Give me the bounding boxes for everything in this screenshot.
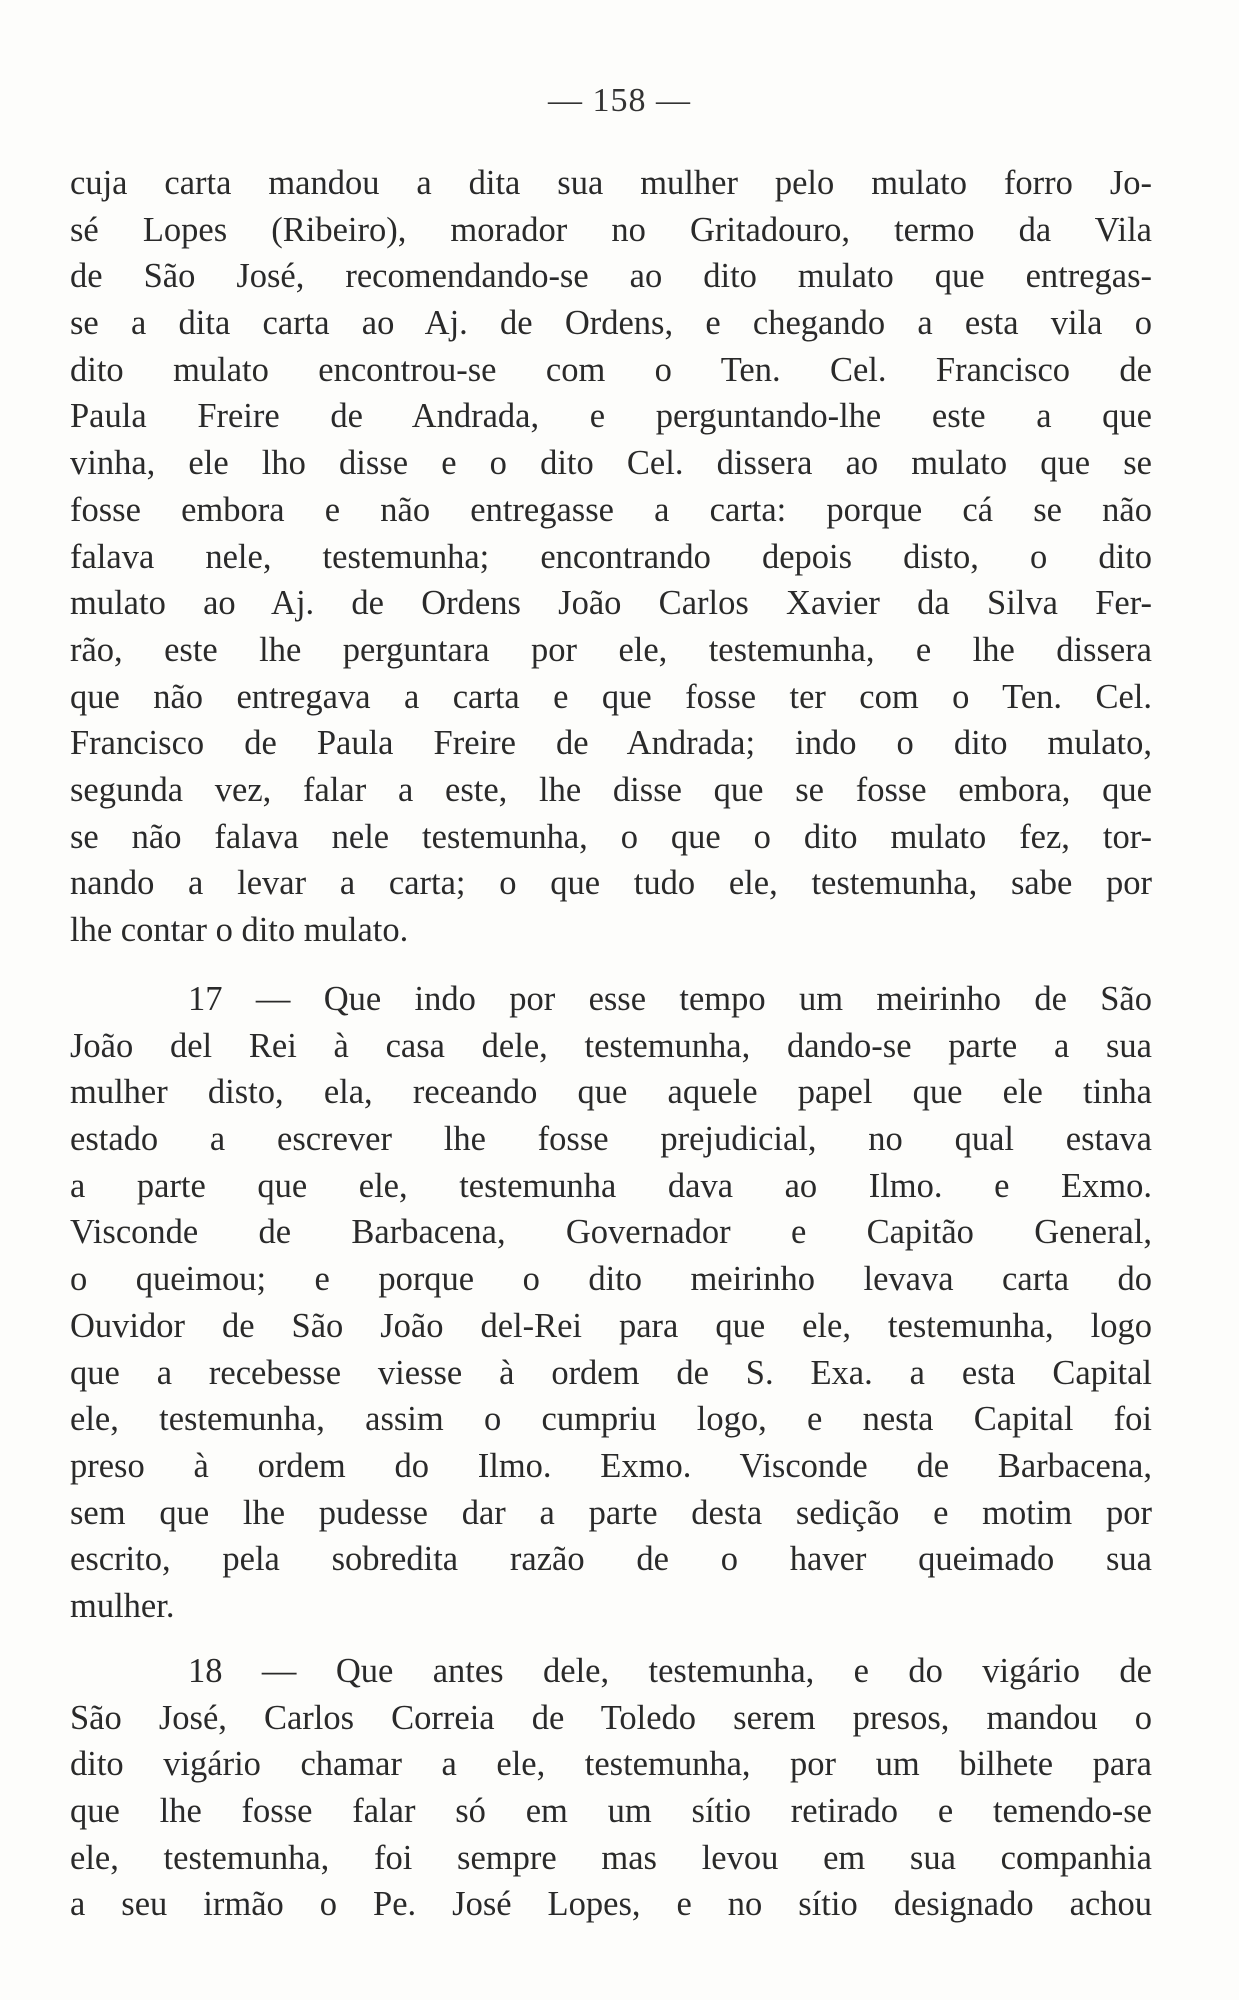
paragraph-item-18 xyxy=(70,1648,1152,1928)
text-line: João del Rei à casa dele, testemunha, dando-se parte a sua xyxy=(70,1026,1152,1065)
text-line: cuja carta mandou a dita sua mulher pelo mulato forro Jo- xyxy=(70,164,1152,202)
text-line: sem que lhe pudesse dar a parte desta sedição e motim por xyxy=(70,1493,1152,1532)
text-line: estado a escrever lhe fosse prejudicial, no qual estava xyxy=(70,1120,1152,1159)
text-line: fosse embora e não entregasse a carta: porque cá se não xyxy=(70,490,1152,529)
paragraph-item-17 xyxy=(70,976,1152,1630)
text-line: mulato ao Aj. de Ordens João Carlos Xavier da Silva Fer- xyxy=(70,584,1152,623)
text-line: se a dita carta ao Aj. de Ordens, e chegando a esta vila o xyxy=(70,304,1152,343)
text-line: nando a levar a carta; o que tudo ele, testemunha, sabe por xyxy=(70,864,1152,903)
text-line: se não falava nele testemunha, o que o dito mulato fez, tor- xyxy=(70,817,1152,856)
text-line: preso à ordem do Ilmo. Exmo. Visconde de Barbacena, xyxy=(70,1446,1152,1485)
text-line: Visconde de Barbacena, Governador e Capitão General, xyxy=(70,1213,1152,1252)
text-line: que lhe fosse falar só em um sítio retirado e temendo-se xyxy=(70,1792,1152,1831)
text-line: sé Lopes (Ribeiro), morador no Gritadouro, termo da Vila xyxy=(70,210,1152,249)
text-line: Paula Freire de Andrada, e perguntando-lhe este a que xyxy=(70,397,1152,436)
text-line: rão, este lhe perguntara por ele, testemunha, e lhe dissera xyxy=(70,630,1152,669)
text-line: a seu irmão o Pe. José Lopes, e no sítio designado achou xyxy=(70,1885,1152,1924)
text-line: escrito, pela sobredita razão de o haver queimado sua xyxy=(70,1540,1152,1579)
text-line: dito mulato encontrou-se com o Ten. Cel. Francisco de xyxy=(70,350,1152,389)
text-line: mulher disto, ela, receando que aquele papel que ele tinha xyxy=(70,1073,1152,1112)
text-line: dito vigário chamar a ele, testemunha, por um bilhete para xyxy=(70,1745,1152,1784)
text-line: que não entregava a carta e que fosse ter com o Ten. Cel. xyxy=(70,677,1152,716)
text-line: segunda vez, falar a este, lhe disse que se fosse embora, que xyxy=(70,770,1152,809)
text-line: que a recebesse viesse à ordem de S. Exa. a esta Capital xyxy=(70,1353,1152,1392)
text-line: o queimou; e porque o dito meirinho levava carta do xyxy=(70,1260,1152,1299)
text-line: de São José, recomendando-se ao dito mulato que entregas- xyxy=(70,257,1152,296)
page-number: — 158 — xyxy=(548,82,691,119)
text-line: lhe contar o dito mulato. xyxy=(70,911,409,949)
text-line: Francisco de Paula Freire de Andrada; indo o dito mulato, xyxy=(70,724,1152,763)
text-line: ele, testemunha, foi sempre mas levou em sua companhia xyxy=(70,1838,1152,1877)
text-line: São José, Carlos Correia de Toledo serem presos, mandou o xyxy=(70,1698,1152,1737)
text-line: 18 — Que antes dele, testemunha, e do vigário de xyxy=(188,1652,1152,1690)
text-line: 17 — Que indo por esse tempo um meirinho de São xyxy=(188,980,1152,1018)
text-line: a parte que ele, testemunha dava ao Ilmo. e Exmo. xyxy=(70,1166,1152,1205)
text-line: ele, testemunha, assim o cumpriu logo, e nesta Capital foi xyxy=(70,1400,1152,1439)
text-line: mulher. xyxy=(70,1586,175,1625)
text-line: vinha, ele lho disse e o dito Cel. dissera ao mulato que se xyxy=(70,444,1152,483)
paragraph-continuation xyxy=(70,160,1152,954)
text-line: falava nele, testemunha; encontrando depois disto, o dito xyxy=(70,537,1152,576)
text-line: Ouvidor de São João del-Rei para que ele, testemunha, logo xyxy=(70,1306,1152,1345)
